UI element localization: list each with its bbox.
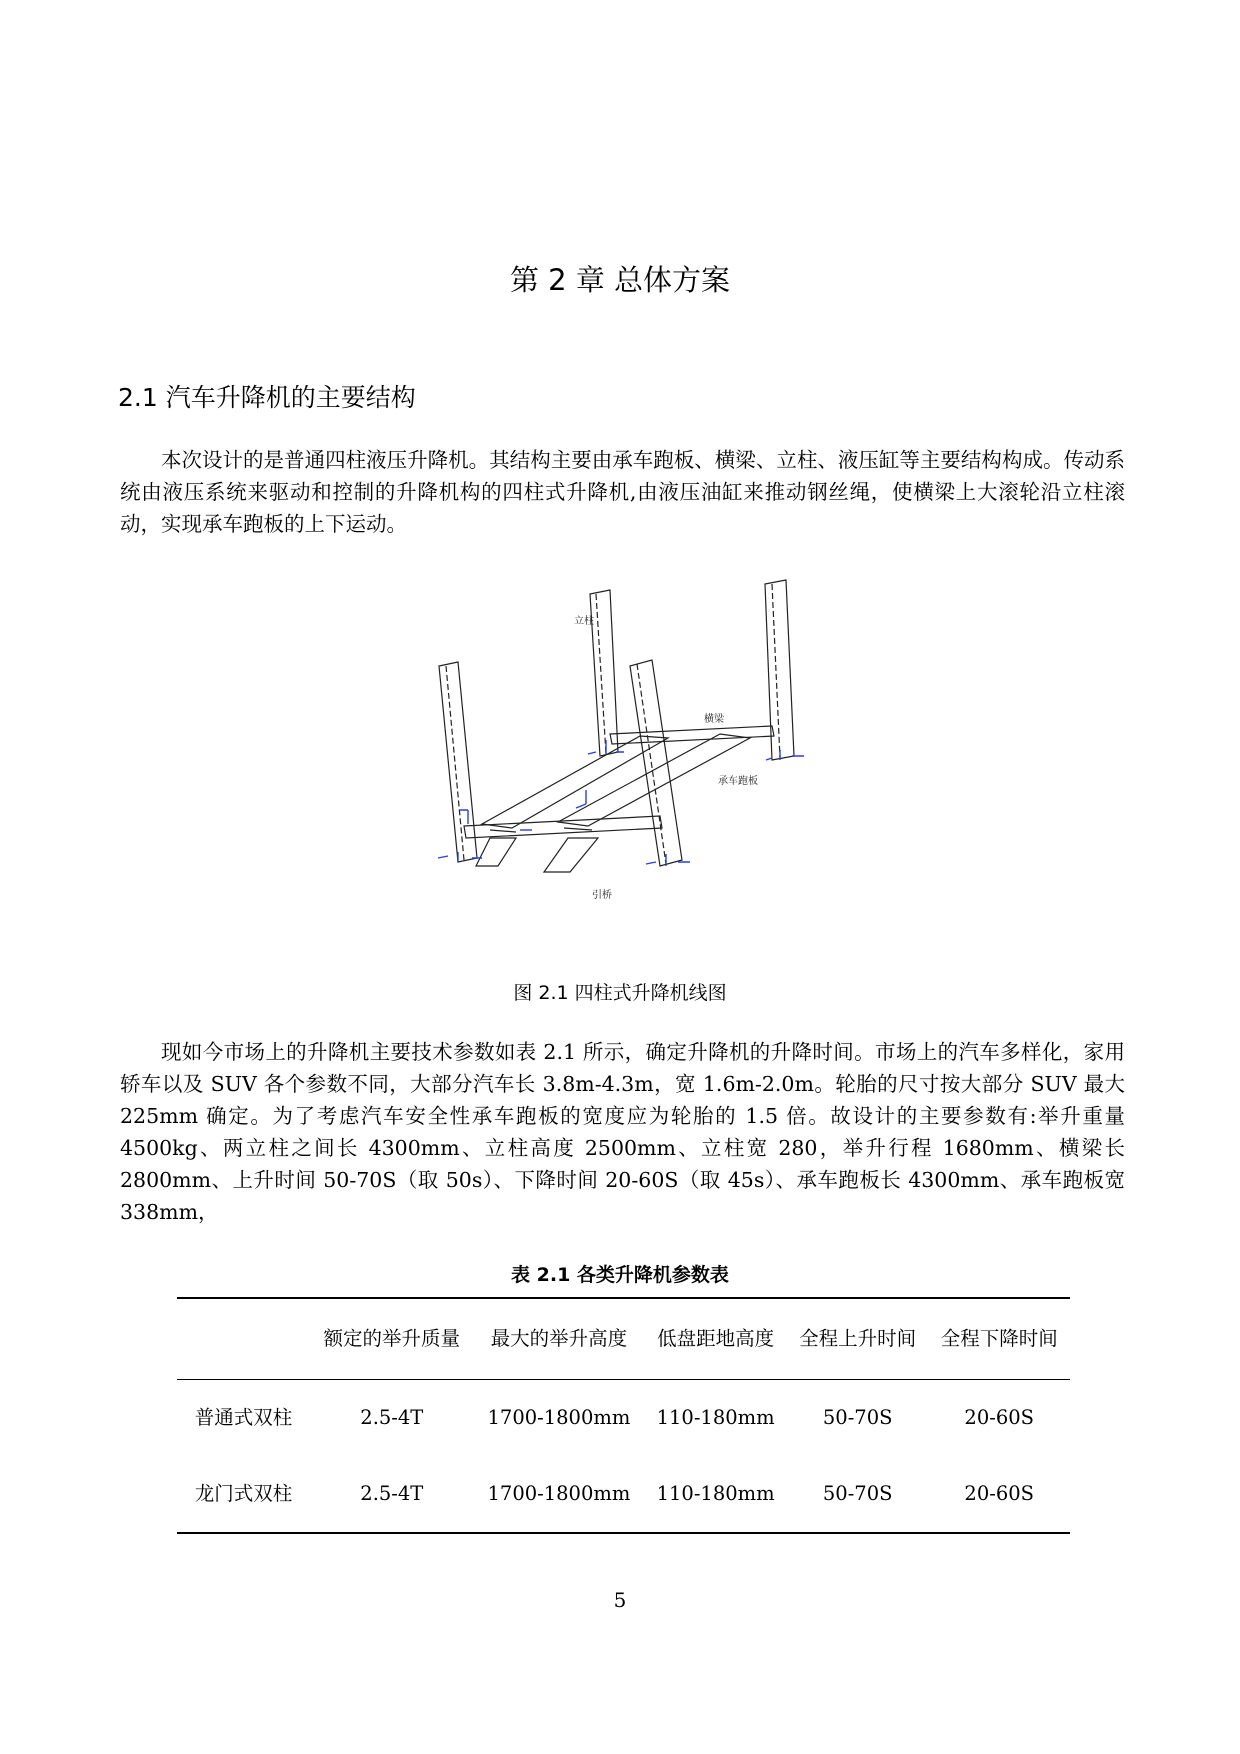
lift-figure — [420, 576, 840, 906]
four-post-lift-drawing — [420, 576, 840, 906]
table-cell: 龙门式双柱 — [177, 1456, 310, 1533]
label-runway: 承车跑板 — [718, 776, 758, 787]
chapter-title: 第 2 章 总体方案 — [509, 263, 731, 297]
table-cell: 110-180mm — [644, 1456, 787, 1533]
runway-left — [482, 736, 668, 828]
figure-caption: 图 2.1 四柱式升降机线图 — [513, 982, 727, 1004]
table-header-cell: 全程下降时间 — [928, 1298, 1070, 1380]
table-cell: 20-60S — [928, 1456, 1070, 1533]
table-row — [177, 1456, 1070, 1533]
label-crossbeam: 横梁 — [704, 714, 724, 725]
table-cell: 2.5-4T — [310, 1456, 474, 1533]
ramp-left — [476, 838, 516, 866]
table-header-cell: 全程上升时间 — [787, 1298, 929, 1380]
table-cell: 1700-1800mm — [474, 1456, 645, 1533]
table-caption: 表 2.1 各类升降机参数表 — [511, 1264, 729, 1286]
paragraph-1 — [120, 444, 1125, 540]
paragraph-2 — [120, 1036, 1125, 1228]
table-cell: 20-60S — [964, 1406, 1034, 1429]
label-column: 立柱 — [574, 616, 594, 627]
crossbeam-back — [610, 726, 774, 744]
ramp-right — [544, 838, 598, 872]
page-number: 5 — [613, 1588, 627, 1612]
parameter-table — [177, 1297, 1070, 1534]
column-front-left — [439, 662, 477, 862]
label-ramp: 引桥 — [592, 890, 612, 901]
table-header-cell: 额定的举升质量 — [310, 1298, 474, 1380]
table-cell: 50-70S — [822, 1406, 893, 1429]
table-cell: 2.5-4T — [360, 1406, 424, 1429]
table-header-cell: 低盘距地高度 — [644, 1298, 787, 1380]
table-row — [177, 1380, 1070, 1457]
table-cell: 1700-1800mm — [487, 1406, 631, 1429]
paragraph-1-text: 本次设计的是普通四柱液压升降机。其结构主要由承车跑板、横梁、立柱、液压缸等主要结构构成。传动系统由液压系统来驱动和控制的升降机构的四柱式升降机,由液压油缸来推动钢丝绳，使横梁上大滚轮沿立柱滚动，实现承车跑板的上下运动。 — [120, 448, 1125, 536]
table-header-cell: 最大的举升高度 — [474, 1298, 645, 1380]
table-header-row — [177, 1298, 1070, 1380]
section-title: 2.1 汽车升降机的主要结构 — [118, 383, 416, 412]
column-front-right — [630, 660, 682, 866]
table-cell: 50-70S — [787, 1456, 929, 1533]
table-cell: 110-180mm — [656, 1406, 775, 1429]
table-header-cell — [177, 1298, 310, 1380]
column-back-right — [765, 580, 794, 760]
paragraph-2-text: 现如今市场上的升降机主要技术参数如表 2.1 所示，确定升降机的升降时间。市场上的汽车多样化，家用轿车以及 SUV 各个参数不同，大部分汽车长 3.8m-4.3m，宽 1.6m-2.0m。轮胎的尺寸按大部分 SUV 最大 225mm 确定。为了考虑汽车安全性承车跑板的宽度应为轮胎的 1.5 倍。故设计的主要参数有:举升重量 4500kg、两立柱之间长 4300mm、立柱高度 2500mm、立柱宽 280，举升行程 1680mm、横梁长 2800mm、上升时间 50-70S（取 50s）、下降时间 20-60S（取 45s）、承车跑板长 4300mm、承车跑板宽 338mm， — [120, 1040, 1125, 1224]
table-cell: 普通式双柱 — [194, 1406, 293, 1429]
